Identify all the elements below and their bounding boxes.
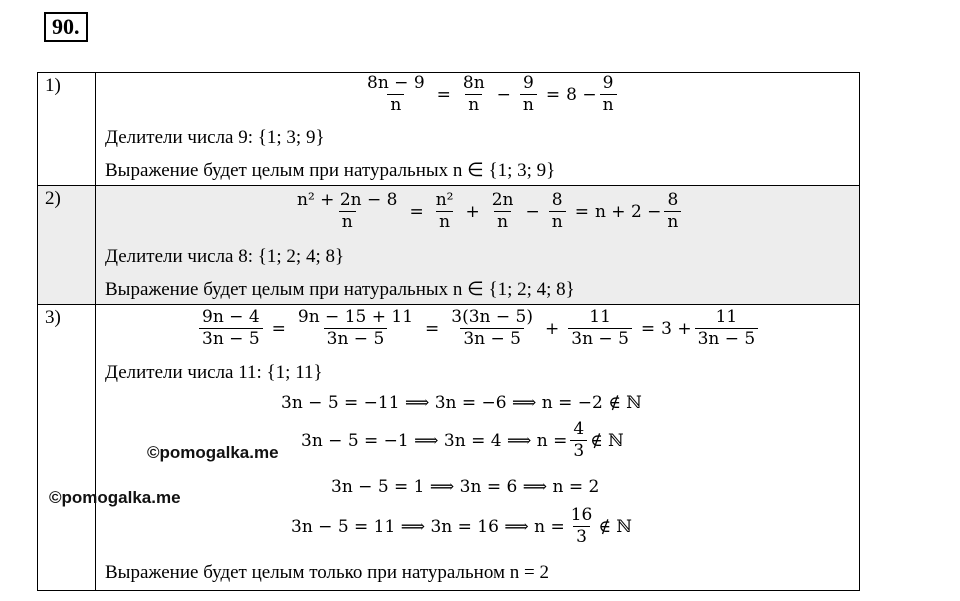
problem-number: 90.: [44, 12, 88, 42]
watermark: ©pomogalka.me: [147, 443, 279, 462]
divisors-text: Делители числа 8: {1; 2; 4; 8}: [105, 246, 345, 267]
fraction: $\frac{4}{3}$: [570, 419, 587, 462]
fraction: $\frac{16}{3}$: [570, 505, 593, 547]
row-label: 1): [38, 73, 96, 186]
fraction: $\frac{3(3n - 5)}{3n - 5}$: [451, 307, 533, 349]
fraction: $\frac{8}{n}$: [664, 190, 681, 233]
row-content: [96, 186, 860, 305]
case-equation: 3n − 5 = 11 ⟹ 3n = 16 ⟹ n = $\frac{16}{3}$ ∉ ℕ: [291, 505, 632, 547]
fraction: $\frac{9}{n}$: [600, 73, 617, 116]
conclusion-text: Выражение будет целым только при натуральном n = 2: [105, 562, 549, 583]
conclusion-text: Выражение будет целым при натуральных n ∈ {1; 2; 4; 8}: [105, 279, 575, 300]
solution-row-1: [38, 73, 860, 186]
fraction: $\frac{9n - 15 + 11}{3n - 5}$: [297, 307, 414, 349]
case-equation: 3n − 5 = −1 ⟹ 3n = 4 ⟹ n = $\frac{4}{3}$ ∉ ℕ: [301, 419, 624, 461]
equation: $\frac{\text{n² + 2n − 8}}{n}$ = $\frac{\text{n²}}{n}$ + $\frac{2n}{n}$ − $\frac{8}{n}$ = n + 2 − $\frac{8}{n}$: [291, 190, 684, 233]
equation: $\frac{9n - 4}{3n - 5}$ = $\frac{9n - 15 + 11}{3n - 5}$ = $\frac{3(3n - 5)}{3n - 5}$ + $\frac{11}{3n - 5}$ = 3 + $\frac{11}{3n - 5}$: [196, 307, 761, 350]
fraction: $\frac{11}{3n - 5}$: [695, 307, 759, 350]
case-equation: 3n − 5 = 1 ⟹ 3n = 6 ⟹ n = 2: [331, 477, 600, 497]
fraction: $\frac{8n - 9}{n}$: [367, 73, 425, 115]
fraction: $\frac{11}{3n - 5}$: [568, 307, 632, 350]
fraction: $\frac{\text{n²}}{n}$: [435, 190, 454, 232]
solution-table: [37, 72, 860, 591]
case-equation: 3n − 5 = −11 ⟹ 3n = −6 ⟹ n = −2 ∉ ℕ: [281, 393, 642, 413]
row-content: [96, 73, 860, 186]
equation: $\frac{8n - 9}{n}$ = $\frac{8n}{n}$ − $\frac{9}{n}$ = 8 − $\frac{9}{n}$: [361, 73, 620, 116]
fraction: $\frac{8n}{n}$: [462, 73, 485, 115]
fraction: $\frac{2n}{n}$: [491, 190, 514, 232]
fraction: $\frac{9n - 4}{3n - 5}$: [199, 307, 263, 350]
watermark: ©pomogalka.me: [49, 488, 181, 507]
solution-row-2: [38, 186, 860, 305]
fraction: $\frac{\text{n² + 2n − 8}}{n}$: [297, 190, 398, 232]
fraction: $\frac{9}{n}$: [520, 73, 537, 116]
divisors-text: Делители числа 11: {1; 11}: [105, 362, 323, 383]
divisors-text: Делители числа 9: {1; 3; 9}: [105, 127, 325, 148]
fraction: $\frac{8}{n}$: [549, 190, 566, 233]
row-label: 2): [38, 186, 96, 305]
row-label: 3): [38, 305, 96, 591]
conclusion-text: Выражение будет целым при натуральных n ∈ {1; 3; 9}: [105, 160, 556, 181]
